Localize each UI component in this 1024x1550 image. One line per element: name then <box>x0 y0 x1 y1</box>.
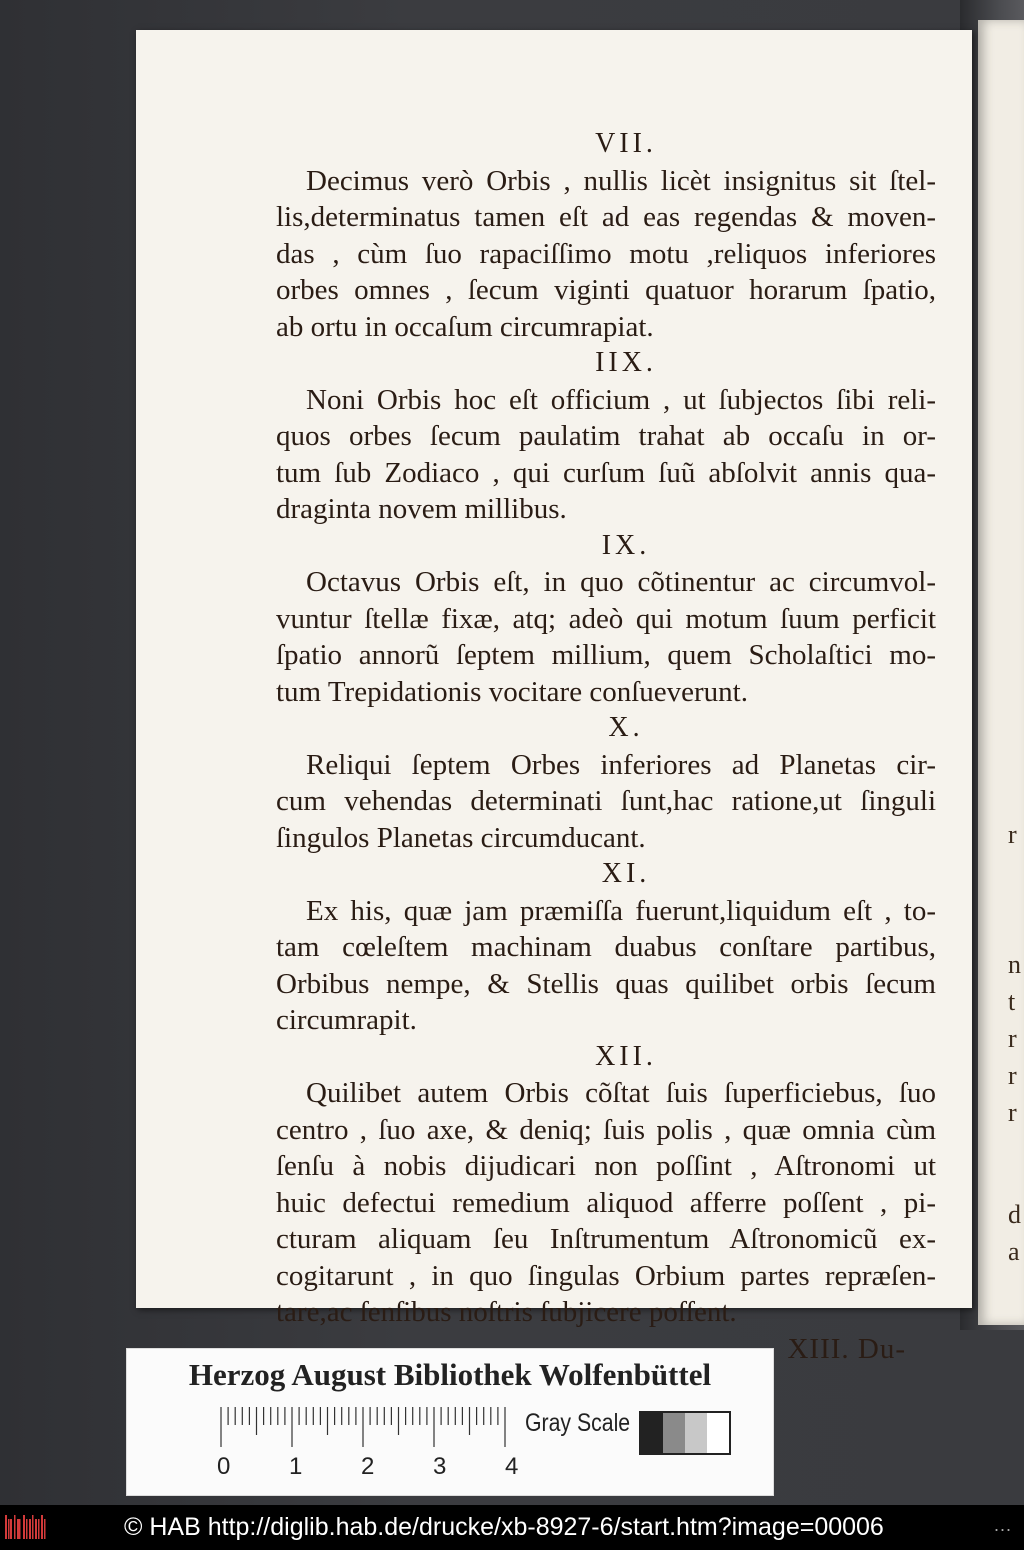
logo-bar <box>23 1515 25 1539</box>
library-name: Herzog August Bibliothek Wolfenbüttel <box>188 1357 712 1392</box>
section-heading: IIX. <box>595 347 657 378</box>
adjacent-page-fragment: r <box>1008 1061 1017 1090</box>
adjacent-page-fragment: r <box>1008 1098 1017 1127</box>
section-paragraph <box>276 1075 936 1331</box>
logo-bar <box>5 1515 7 1539</box>
adjacent-page-fragment: r <box>1008 820 1017 849</box>
gray-swatch <box>641 1413 663 1453</box>
logo-bar <box>38 1519 40 1539</box>
section-heading: VII. <box>595 128 657 159</box>
text-line: orbes omnes , ſecum viginti quatuor horarum ſpatio, <box>276 274 936 306</box>
text-line: Reliqui ſeptem Orbes inferiores ad Planetas cir- <box>306 748 936 781</box>
more-options-icon[interactable]: ... <box>994 1515 1013 1535</box>
text-line: ſpatio annorũ ſeptem millium, quem Scholaſtici mo- <box>276 639 936 671</box>
gray-swatch <box>685 1413 707 1453</box>
adjacent-page-fragment: d <box>1008 1200 1021 1229</box>
text-line: das , cùm ſuo rapaciſſimo motu ,reliquos inferiores <box>276 237 936 270</box>
section-paragraph <box>276 382 936 528</box>
scale-ruler <box>219 1407 509 1447</box>
logo-bar <box>19 1519 21 1539</box>
section-paragraph <box>276 163 936 346</box>
text-line: quos orbes ſecum paulatim trahat ab occaſu in or- <box>276 420 936 452</box>
text-line: tum ſub Zodiaco , qui curſum ſuũ abſolvit annis qua- <box>276 456 936 489</box>
text-line: Quilibet autem Orbis cõſtat ſuis ſuperficiebus, ſuo <box>306 1077 936 1109</box>
logo-bar <box>32 1515 34 1539</box>
text-line: draginta novem millibus. <box>276 493 567 525</box>
gray-scale-label: Gray Scale <box>525 1409 631 1437</box>
text-line: Octavus Orbis eſt, in quo cõtinentur ac circumvol- <box>306 566 936 598</box>
text-line: tum Trepidationis vocitare conſueverunt. <box>276 675 748 708</box>
adjacent-page-fragment: a <box>1008 1237 1020 1266</box>
section-paragraph <box>276 893 936 1039</box>
adjacent-page-fragment: r <box>1008 1024 1017 1053</box>
adjacent-page-fragment: t <box>1008 987 1016 1016</box>
hab-barcode-logo-icon[interactable] <box>5 1515 47 1539</box>
text-line: cturam aliquam ſeu Inſtrumentum Aſtronomicũ ex- <box>276 1223 936 1255</box>
section-heading: IX. <box>601 529 651 561</box>
gray-scale-swatches <box>639 1411 731 1455</box>
logo-bar <box>14 1515 16 1539</box>
logo-bar <box>44 1519 46 1539</box>
text-line: tare,ac ſenſibus noſtris ſubjicere poſſent. <box>276 1296 737 1328</box>
section-paragraph <box>276 747 936 857</box>
ruler-label: 2 <box>361 1453 375 1480</box>
adjacent-page-fragment: n <box>1008 950 1021 979</box>
logo-bar <box>29 1519 31 1539</box>
text-line: huic defectui remedium aliquod afferre poſſent , pi- <box>276 1186 936 1219</box>
text-line: Decimus verò Orbis , nullis licèt insignitus sit ſtel- <box>306 164 936 197</box>
page-text <box>276 126 936 1367</box>
ruler-label: 0 <box>217 1453 231 1480</box>
ruler-label: 4 <box>505 1453 519 1480</box>
logo-bar <box>26 1519 28 1539</box>
section-paragraph <box>276 564 936 710</box>
section-heading: XII. <box>595 1040 657 1072</box>
logo-bar <box>41 1515 43 1539</box>
viewer-footer <box>0 1505 1024 1550</box>
catchword: XIII. Du- <box>787 1332 906 1365</box>
text-line: centro , ſuo axe, & deniq; ſuis polis , quæ omnia cùm <box>276 1113 936 1146</box>
text-line: circumrapit. <box>276 1004 417 1036</box>
text-line: lis,determinatus tamen eſt ad eas regendas & moven- <box>276 201 936 233</box>
text-line: cum vehendas determinati ſunt,hac ratione,ut ſinguli <box>276 785 936 817</box>
section-heading: X. <box>608 712 644 743</box>
text-line: ſingulos Planetas circumducant. <box>276 821 646 854</box>
book-page <box>136 30 972 1365</box>
section-heading: XI. <box>601 858 651 889</box>
text-line: Orbibus nempe, & Stellis quas quilibet orbis ſecum <box>276 967 936 1000</box>
source-url[interactable]: © HAB http://diglib.hab.de/drucke/xb-8927-6/start.htm?image=00006 <box>124 1513 884 1541</box>
gray-swatch <box>707 1413 729 1453</box>
text-line: vuntur ſtellæ fixæ, atq; adeò qui motum ſuum perficit <box>276 602 936 635</box>
logo-bar <box>10 1519 12 1539</box>
ruler-label: 3 <box>433 1453 447 1480</box>
adjacent-page <box>978 20 1024 1325</box>
text-line: tam cœleſtem machinam duabus conſtare partibus, <box>276 931 936 963</box>
logo-bar <box>35 1519 37 1539</box>
color-calibration-bar <box>126 1348 774 1496</box>
text-line: Noni Orbis hoc eſt officium , ut ſubjectos ſibi reli- <box>306 383 936 416</box>
ruler-label: 1 <box>289 1453 303 1480</box>
text-line: Ex his, quæ jam præmiſſa fuerunt,liquidum eſt , to- <box>306 894 936 927</box>
gray-swatch <box>663 1413 685 1453</box>
logo-bar <box>17 1519 19 1539</box>
text-line: cogitarunt , in quo ſingulas Orbium partes repræſen- <box>276 1259 936 1292</box>
text-line: ab ortu in occaſum circumrapiat. <box>276 310 654 343</box>
logo-bar <box>8 1519 10 1539</box>
text-line: ſenſu à nobis dijudicari non poſſint , Aſtronomi ut <box>276 1150 936 1182</box>
